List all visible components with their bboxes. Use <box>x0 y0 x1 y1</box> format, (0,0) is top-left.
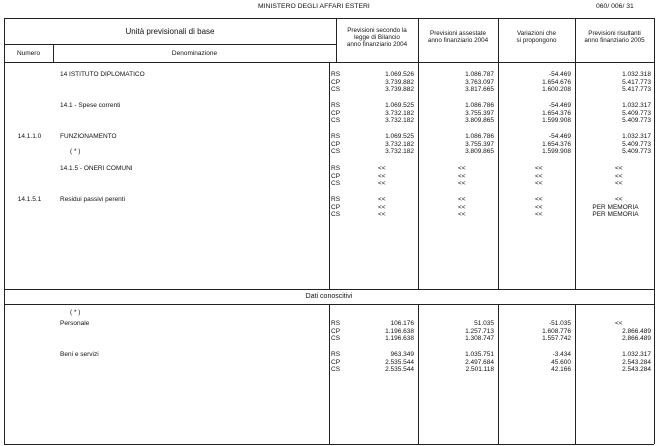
table-cell: 5.409.773 <box>622 140 651 148</box>
table-cell: 1.032.318 <box>622 71 651 78</box>
unita-title: Unità previsionali di base <box>125 27 215 36</box>
row-code: CP <box>331 203 341 211</box>
row-code: CS <box>331 366 341 374</box>
table-cell: 2.543.284 <box>622 366 651 374</box>
row-code: CP <box>331 358 341 366</box>
block-denominazione: 14.1 - Spese correnti <box>60 102 121 109</box>
row-code: CS <box>331 211 341 219</box>
table-cell: 2.497.684 <box>465 358 494 366</box>
table-cell: 1.069.526 <box>385 71 414 78</box>
table-cell: 1.599.908 <box>542 148 571 156</box>
header-previsioni-assestate: Previsioni assestate anno finanziario 2004 <box>427 30 489 45</box>
row-code: RS <box>331 196 341 203</box>
row-code: RS <box>331 165 341 172</box>
table-cell: 1.654.676 <box>542 78 571 86</box>
table-cell: -3.434 <box>552 351 571 358</box>
table-cell: 3.809.865 <box>465 148 494 156</box>
table-cell: PER MEMORIA <box>592 203 639 211</box>
page-reference: 060/ 006/ 31 <box>596 3 634 10</box>
table-cell: 1.069.525 <box>385 133 414 140</box>
table-cell: 42.166 <box>551 366 571 374</box>
table-cell: 2.501.118 <box>465 366 494 374</box>
table-cell: 3.809.865 <box>465 117 494 125</box>
table-cell: 1.654.376 <box>542 109 571 117</box>
table-cell: -51.035 <box>548 320 571 327</box>
table-cell: << <box>535 180 543 188</box>
header-denominazione: Denominazione <box>171 50 218 57</box>
table-cell: 1.032.317 <box>622 133 651 140</box>
table-cell: 5.409.773 <box>622 148 651 156</box>
dati-denominazione: Personale <box>60 320 90 327</box>
table-cell: -54.469 <box>548 71 571 78</box>
table-cell: 1.257.713 <box>465 327 494 335</box>
table-cell: 2.535.544 <box>385 366 414 374</box>
table-cell: << <box>458 165 466 172</box>
table-cell: 1.032.317 <box>622 351 651 358</box>
table-cell: 3.739.882 <box>385 86 414 94</box>
table-cell: 2.866.489 <box>622 327 651 335</box>
table-cell: 1.086.786 <box>465 133 494 140</box>
table-cell: << <box>378 165 386 172</box>
table-cell: 1.069.525 <box>385 102 414 109</box>
table-cell: << <box>615 196 623 203</box>
table-cell: 3.763.097 <box>465 78 494 86</box>
table-cell: 3.755.397 <box>465 109 494 117</box>
table-cell: 3.817.665 <box>465 86 494 94</box>
header-previsioni-risultanti: Previsioni risultanti anno finanziario 2005 <box>584 30 645 45</box>
row-code: CS <box>331 148 341 156</box>
table-cell: 3.732.182 <box>385 148 414 156</box>
ministry-title: MINISTERO DEGLI AFFARI ESTERI <box>258 3 370 10</box>
table-cell: 45.600 <box>551 358 571 366</box>
row-code: CS <box>331 180 341 188</box>
table-cell: << <box>615 320 623 327</box>
block-denominazione: 14.1.5 - ONERI COMUNI <box>60 165 133 172</box>
block-note: ( * ) <box>70 148 81 156</box>
table-cell: 5.409.773 <box>622 109 651 117</box>
row-code: RS <box>331 320 341 327</box>
row-code: CS <box>331 86 341 94</box>
table-cell: 1.086.786 <box>465 102 494 109</box>
table-cell: << <box>535 172 543 180</box>
dati-note: ( * ) <box>70 309 81 316</box>
block-numero: 14.1.5.1 <box>17 196 42 203</box>
row-code: CP <box>331 327 341 335</box>
table-cell: -54.469 <box>548 102 571 109</box>
table-cell: 106.176 <box>390 320 414 327</box>
table-cell: 1.654.376 <box>542 140 571 148</box>
row-code: RS <box>331 71 341 78</box>
table-cell: 5.417.773 <box>622 78 651 86</box>
row-code: RS <box>331 133 341 140</box>
table-cell: << <box>615 165 623 172</box>
block-denominazione: 14 ISTITUTO DIPLOMATICO <box>60 71 145 78</box>
table-cell: 51.035 <box>474 320 494 327</box>
table-cell: << <box>535 203 543 211</box>
row-code: CP <box>331 78 341 86</box>
table-cell: 3.755.397 <box>465 140 494 148</box>
table-cell: << <box>615 172 623 180</box>
table-cell: 1.608.776 <box>542 327 571 335</box>
row-code: CP <box>331 109 341 117</box>
table-cell: << <box>378 180 386 188</box>
row-code: CS <box>331 335 341 343</box>
table-cell: 963.349 <box>390 351 414 358</box>
block-denominazione: FUNZIONAMENTO <box>60 133 117 140</box>
row-code: CP <box>331 140 341 148</box>
row-code: RS <box>331 351 341 358</box>
table-cell: << <box>458 203 466 211</box>
dati-conoscitivi-title: Dati conoscitivi <box>305 293 353 300</box>
table-cell: << <box>535 196 543 203</box>
dati-denominazione: Beni e servizi <box>60 351 99 358</box>
table-cell: 5.409.773 <box>622 117 651 125</box>
header-numero: Numero <box>16 50 41 57</box>
table-cell: 1.196.638 <box>385 335 414 343</box>
table-cell: << <box>535 211 543 219</box>
table-cell: 3.732.182 <box>385 117 414 125</box>
table-cell: << <box>458 172 466 180</box>
table-cell: << <box>378 203 386 211</box>
table-cell: 5.417.773 <box>622 86 651 94</box>
table-cell: 1.600.208 <box>542 86 571 94</box>
table-cell: 3.739.882 <box>385 78 414 86</box>
header-variazioni: Variazioni che si propongono <box>516 30 557 45</box>
header-previsioni-legge: Previsioni secondo la legge di Bilancio anno finanziario 2004 <box>346 27 408 49</box>
table-cell: 1.035.751 <box>465 351 494 358</box>
table-cell: 1.557.742 <box>542 335 571 343</box>
table-cell: << <box>378 211 386 219</box>
row-code: CS <box>331 117 341 125</box>
table-cell: << <box>378 196 386 203</box>
table-cell: << <box>378 172 386 180</box>
table-cell: PER MEMORIA <box>592 211 639 219</box>
table-cell: << <box>535 165 543 172</box>
table-cell: 3.732.182 <box>385 140 414 148</box>
table-cell: << <box>458 211 466 219</box>
table-cell: << <box>615 180 623 188</box>
table-cell: 3.732.182 <box>385 109 414 117</box>
table-cell: -54.469 <box>548 133 571 140</box>
row-code: RS <box>331 102 341 109</box>
table-cell: 2.866.489 <box>622 335 651 343</box>
table-cell: 1.308.747 <box>465 335 494 343</box>
block-numero: 14.1.1.0 <box>17 133 42 140</box>
table-cell: 1.032.317 <box>622 102 651 109</box>
block-denominazione: Residui passivi perenti <box>60 196 126 203</box>
table-cell: 1.196.638 <box>385 327 414 335</box>
table-cell: 1.086.787 <box>465 71 494 78</box>
table-cell: 1.599.908 <box>542 117 571 125</box>
row-code: CP <box>331 172 341 180</box>
table-cell: 2.535.544 <box>385 358 414 366</box>
table-cell: << <box>458 180 466 188</box>
table-cell: << <box>458 196 466 203</box>
table-cell: 2.543.284 <box>622 358 651 366</box>
